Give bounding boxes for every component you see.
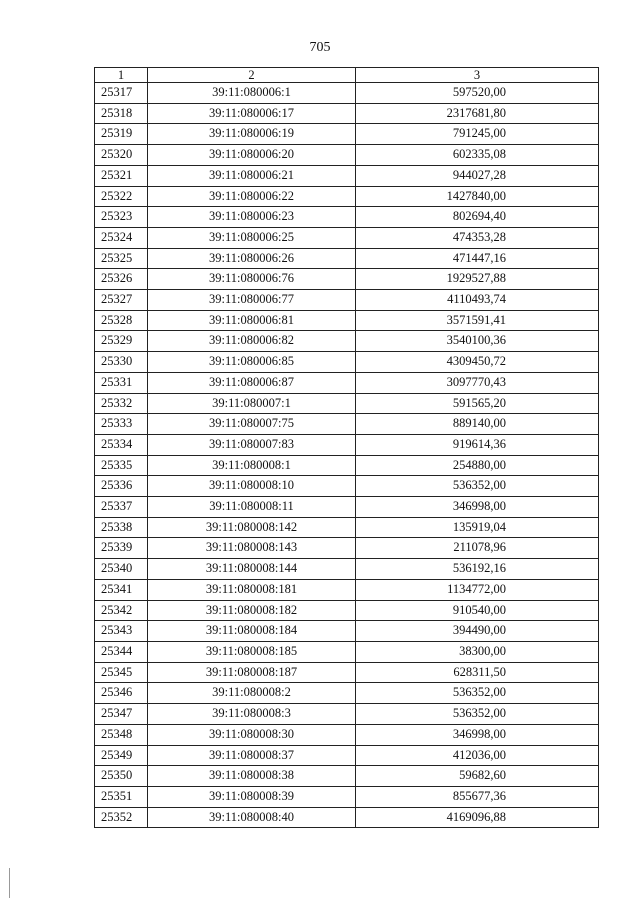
row-number: 25349 (95, 745, 148, 766)
cadastral-value: 3097770,43 (356, 372, 599, 393)
table-row (95, 497, 599, 518)
cadastral-value: 211078,96 (356, 538, 599, 559)
cadastral-number: 39:11:080006:81 (148, 310, 356, 331)
table-row (95, 145, 599, 166)
row-number: 25343 (95, 621, 148, 642)
cadastral-number: 39:11:080006:23 (148, 207, 356, 228)
cadastral-value: 536352,00 (356, 476, 599, 497)
cadastral-value: 536352,00 (356, 683, 599, 704)
cadastral-value: 919614,36 (356, 434, 599, 455)
table-header-row (95, 68, 599, 83)
cadastral-number: 39:11:080008:187 (148, 662, 356, 683)
table-row (95, 310, 599, 331)
cadastral-value: 536352,00 (356, 704, 599, 725)
cadastral-number: 39:11:080006:22 (148, 186, 356, 207)
cadastral-value: 3540100,36 (356, 331, 599, 352)
table-row (95, 538, 599, 559)
cadastral-value: 910540,00 (356, 600, 599, 621)
cadastral-value: 591565,20 (356, 393, 599, 414)
row-number: 25318 (95, 103, 148, 124)
cadastral-number: 39:11:080008:182 (148, 600, 356, 621)
table-body (95, 83, 599, 828)
row-number: 25325 (95, 248, 148, 269)
row-number: 25328 (95, 310, 148, 331)
cadastral-value: 597520,00 (356, 83, 599, 104)
table-row (95, 186, 599, 207)
cadastral-number: 39:11:080008:185 (148, 641, 356, 662)
row-number: 25321 (95, 165, 148, 186)
row-number: 25326 (95, 269, 148, 290)
row-number: 25334 (95, 434, 148, 455)
table-row (95, 724, 599, 745)
table-row (95, 290, 599, 311)
cadastral-value: 254880,00 (356, 455, 599, 476)
cadastral-number: 39:11:080008:11 (148, 497, 356, 518)
cadastral-value: 802694,40 (356, 207, 599, 228)
row-number: 25327 (95, 290, 148, 311)
cadastral-number: 39:11:080006:76 (148, 269, 356, 290)
cadastral-number: 39:11:080006:87 (148, 372, 356, 393)
table-row (95, 662, 599, 683)
cadastral-value: 4110493,74 (356, 290, 599, 311)
table-row (95, 786, 599, 807)
row-number: 25330 (95, 352, 148, 373)
cadastral-value: 889140,00 (356, 414, 599, 435)
cadastral-value: 628311,50 (356, 662, 599, 683)
table-row (95, 704, 599, 725)
cadastral-value: 394490,00 (356, 621, 599, 642)
row-number: 25337 (95, 497, 148, 518)
cadastral-value: 791245,00 (356, 124, 599, 145)
row-number: 25342 (95, 600, 148, 621)
cadastral-number: 39:11:080008:1 (148, 455, 356, 476)
cadastral-number: 39:11:080008:184 (148, 621, 356, 642)
cadastral-value-table (94, 67, 599, 828)
row-number: 25317 (95, 83, 148, 104)
cadastral-number: 39:11:080006:19 (148, 124, 356, 145)
cadastral-number: 39:11:080008:37 (148, 745, 356, 766)
cadastral-number: 39:11:080008:3 (148, 704, 356, 725)
row-number: 25324 (95, 227, 148, 248)
cadastral-value: 602335,08 (356, 145, 599, 166)
row-number: 25339 (95, 538, 148, 559)
cadastral-number: 39:11:080006:26 (148, 248, 356, 269)
cadastral-value: 4169096,88 (356, 807, 599, 828)
table-row (95, 766, 599, 787)
cadastral-value: 412036,00 (356, 745, 599, 766)
table-row (95, 414, 599, 435)
table-row (95, 269, 599, 290)
cadastral-number: 39:11:080008:142 (148, 517, 356, 538)
row-number: 25352 (95, 807, 148, 828)
cadastral-number: 39:11:080006:17 (148, 103, 356, 124)
row-number: 25332 (95, 393, 148, 414)
cadastral-number: 39:11:080007:83 (148, 434, 356, 455)
cadastral-number: 39:11:080008:38 (148, 766, 356, 787)
cadastral-value: 1427840,00 (356, 186, 599, 207)
column-header-1: 1 (95, 68, 148, 83)
cadastral-number: 39:11:080006:25 (148, 227, 356, 248)
row-number: 25341 (95, 579, 148, 600)
row-number: 25344 (95, 641, 148, 662)
cadastral-value: 855677,36 (356, 786, 599, 807)
table-row (95, 124, 599, 145)
row-number: 25351 (95, 786, 148, 807)
cadastral-number: 39:11:080006:21 (148, 165, 356, 186)
cadastral-number: 39:11:080008:143 (148, 538, 356, 559)
table-row (95, 393, 599, 414)
cadastral-value: 474353,28 (356, 227, 599, 248)
table-row (95, 600, 599, 621)
table-row (95, 517, 599, 538)
row-number: 25340 (95, 559, 148, 580)
column-header-2: 2 (148, 68, 356, 83)
table-row (95, 434, 599, 455)
table-row (95, 207, 599, 228)
row-number: 25329 (95, 331, 148, 352)
row-number: 25338 (95, 517, 148, 538)
row-number: 25319 (95, 124, 148, 145)
scan-edge-mark (9, 868, 10, 898)
cadastral-value: 346998,00 (356, 497, 599, 518)
row-number: 25333 (95, 414, 148, 435)
cadastral-value: 536192,16 (356, 559, 599, 580)
row-number: 25335 (95, 455, 148, 476)
row-number: 25320 (95, 145, 148, 166)
table-row (95, 331, 599, 352)
row-number: 25322 (95, 186, 148, 207)
table-row (95, 745, 599, 766)
page-number: 705 (309, 40, 331, 55)
cadastral-number: 39:11:080008:10 (148, 476, 356, 497)
cadastral-value: 944027,28 (356, 165, 599, 186)
cadastral-value: 1134772,00 (356, 579, 599, 600)
cadastral-number: 39:11:080006:20 (148, 145, 356, 166)
cadastral-number: 39:11:080008:144 (148, 559, 356, 580)
table-row (95, 579, 599, 600)
cadastral-value: 38300,00 (356, 641, 599, 662)
cadastral-number: 39:11:080007:1 (148, 393, 356, 414)
table-row (95, 248, 599, 269)
cadastral-value: 471447,16 (356, 248, 599, 269)
table-row (95, 227, 599, 248)
table-row (95, 476, 599, 497)
row-number: 25331 (95, 372, 148, 393)
cadastral-value: 2317681,80 (356, 103, 599, 124)
row-number: 25346 (95, 683, 148, 704)
cadastral-value: 1929527,88 (356, 269, 599, 290)
cadastral-number: 39:11:080007:75 (148, 414, 356, 435)
table-row (95, 165, 599, 186)
cadastral-value: 3571591,41 (356, 310, 599, 331)
row-number: 25323 (95, 207, 148, 228)
table-row (95, 641, 599, 662)
row-number: 25345 (95, 662, 148, 683)
cadastral-number: 39:11:080008:2 (148, 683, 356, 704)
cadastral-number: 39:11:080006:85 (148, 352, 356, 373)
row-number: 25347 (95, 704, 148, 725)
row-number: 25336 (95, 476, 148, 497)
cadastral-number: 39:11:080006:82 (148, 331, 356, 352)
table-row (95, 559, 599, 580)
table-row (95, 621, 599, 642)
table-row (95, 83, 599, 104)
table-row (95, 103, 599, 124)
cadastral-number: 39:11:080008:30 (148, 724, 356, 745)
cadastral-number: 39:11:080006:1 (148, 83, 356, 104)
cadastral-number: 39:11:080008:181 (148, 579, 356, 600)
table-row (95, 352, 599, 373)
cadastral-number: 39:11:080008:40 (148, 807, 356, 828)
cadastral-value: 346998,00 (356, 724, 599, 745)
column-header-3: 3 (356, 68, 599, 83)
table-row (95, 683, 599, 704)
cadastral-number: 39:11:080006:77 (148, 290, 356, 311)
table-row (95, 372, 599, 393)
table-row (95, 807, 599, 828)
row-number: 25350 (95, 766, 148, 787)
table-row (95, 455, 599, 476)
cadastral-value: 59682,60 (356, 766, 599, 787)
cadastral-value: 135919,04 (356, 517, 599, 538)
row-number: 25348 (95, 724, 148, 745)
cadastral-number: 39:11:080008:39 (148, 786, 356, 807)
cadastral-value: 4309450,72 (356, 352, 599, 373)
